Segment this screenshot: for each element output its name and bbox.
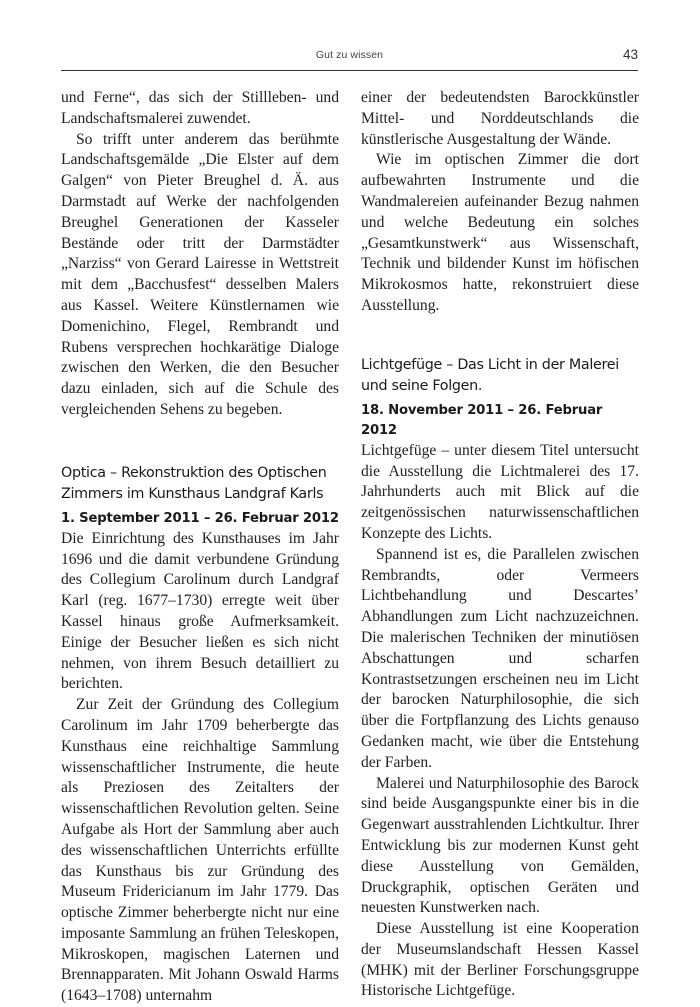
paragraph: Spannend ist es, die Parallelen zwischen Rembrandts, oder Vermeers Lichtbehandlung und Descartes’ Abhandlungen zum Licht nachzuzeichnen. Die malerischen Techniken der minutiösen Abschattungen und scharfen Kontrastsetzungen erscheinen neu im Licht der barocken Naturphilosophie, die sich über die Fortpflanzung des Lichts genauso Gedanken macht, wie über die Entstehung der Farben. [361, 545, 639, 771]
paragraph: Wie im optischen Zimmer die dort aufbewahrten Instrumente und die Wandmalereien aufeinander Bezug nahmen und welche Bedeutung ein solches „Gesamtkunstwerk“ aus Wissenschaft, Technik und bildender Kunst im höfischen Mikrokosmos hatte, rekonstruiert diese Ausstellung. [361, 151, 639, 314]
section-title-line: Zimmers im Kunsthaus Landgraf Karls [61, 485, 324, 502]
section-title-line: Optica – Rekonstruktion des Optischen [61, 464, 327, 481]
page-header [61, 47, 638, 71]
section-title [361, 355, 639, 397]
paragraph: Diese Ausstellung ist eine Kooperation der Museumslandschaft Hessen Kassel (MHK) mit der Berliner Forschungsgruppe Historische Lichtgefüge. [361, 920, 639, 1000]
page-number: 43 [622, 47, 638, 62]
left-column [61, 88, 339, 1007]
right-column [361, 88, 639, 1002]
running-title: Gut zu wissen [315, 49, 384, 61]
paragraph: einer der bedeutendsten Barockkünstler Mittel- und Norddeutschlands die künstlerische Ausgestaltung der Wände. [361, 89, 639, 148]
section-title-line: Lichtgefüge – Das Licht in der Malerei [361, 356, 619, 373]
section-dates: 18. November 2011 – 26. Februar 2012 [361, 402, 603, 438]
section-optica [61, 463, 339, 1007]
section-lichtgefuege [361, 355, 639, 1003]
paragraph: So trifft unter anderem das berühmte Landschaftsgemälde „Die Elster auf dem Galgen“ von Pieter Breughel d. Ä. aus Darmstadt auf Werke der nachfolgenden Breughel Generationen der Kasseler Bestände oder tritt der Darmstädter „Narziss“ von Gerard Lairesse in Wettstreit mit dem „Bacchusfest“ desselben Malers aus Kassel. Weitere Künstlernamen wie Domenichino, Flegel, Rembrandt und Rubens versprechen hochkarätige Dialoge zwischen den Werken, die den Besucher dazu einladen, sich auf die Schule des vergleichenden Sehens zu begeben. [61, 130, 339, 418]
paragraph: Die Einrichtung des Kunsthauses im Jahr 1696 und die damit verbundene Gründung des Collegium Carolinum durch Landgraf Karl (reg. 1677–1730) erregte weit über Kassel hinaus große Aufmerksamkeit. Einige der Besucher ließen es sich nicht nehmen, von ihrem Besuch detailliert zu berichten. [61, 529, 339, 693]
paragraph: Zur Zeit der Gründung des Collegium Carolinum im Jahr 1709 beherbergte das Kunsthaus eine reichhaltige Sammlung wissenschaftlicher Instrumente, die heute als Preziosen des Zeitalters der wissenschaftlichen Revolution gelten. Seine Aufgabe als Hort der Sammlung aber auch des wissenschaftlichen Unterrichts erfüllte das Kunsthaus bis zur Gründung des Museum Fridericianum im Jahr 1779. Das optische Zimmer beherbergte nicht nur eine imposante Sammlung an frühen Teleskopen, Mikroskopen, magischen Laternen und Brennapparaten. Mit Johann Oswald Harms (1643–1708) unternahm [61, 696, 339, 1005]
header-rule [61, 70, 638, 71]
paragraph: Lichtgefüge – unter diesem Titel untersucht die Ausstellung die Lichtmalerei des 17. Jahrhunderts auch mit Blick auf die zeitgenössischen naturwissenschaftlichen Konzepte des Lichts. [361, 441, 639, 542]
section-title [61, 463, 339, 505]
paragraph: und Ferne“, das sich der Stillleben- und Landschaftsmalerei zuwendet. [61, 89, 339, 127]
paragraph: Malerei und Naturphilosophie des Barock sind beide Ausgangspunkte einer bis in die Gegenwart ausstrahlenden Lichtkultur. Ihrer Entwicklung bis zur modernen Kunst geht diese Ausstellung von Gemälden, Druckgraphik, optischen Geräten und neuesten Kunstwerken nach. [361, 774, 639, 917]
section-title-line: und seine Folgen. [361, 377, 483, 394]
section-dates: 1. September 2011 – 26. Februar 2012 [61, 510, 339, 526]
